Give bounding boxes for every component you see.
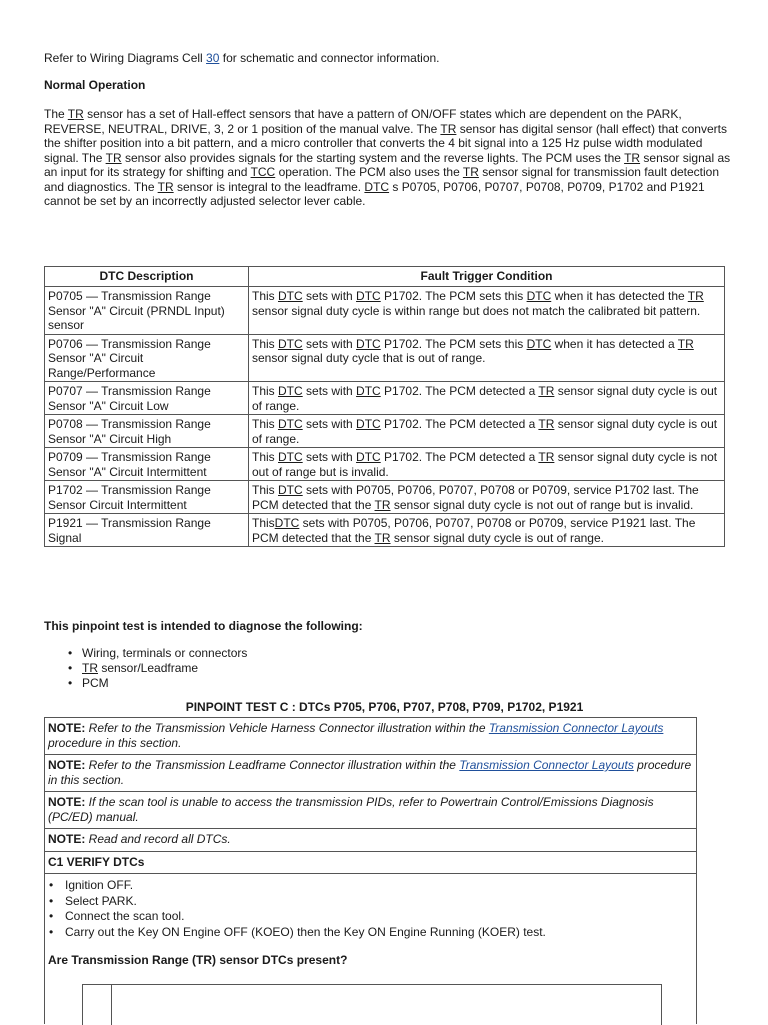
abbreviation-link[interactable]: TR [374, 530, 391, 545]
text-span: sets with [302, 450, 357, 464]
text-span: sensor signal duty cycle is out of range. [252, 417, 718, 446]
intro-suffix: for schematic and connector information. [219, 51, 440, 65]
abbreviation-link[interactable]: TR [538, 450, 555, 464]
step-list-item: • Select PARK. [48, 894, 693, 910]
table-row [45, 514, 725, 547]
normal-operation-paragraph [44, 107, 734, 209]
dtc-description-cell: P0705 — Transmission Range Sensor "A" Circuit (PRNDL Input) sensor [45, 287, 249, 335]
abbreviation-link[interactable]: TR [105, 150, 122, 165]
note-text: Refer to the Transmission Leadframe Connector illustration within the [85, 758, 460, 772]
note-text: Refer to the Transmission Vehicle Harness Connector illustration within the [85, 721, 489, 735]
text-span: sets with [302, 336, 357, 351]
text-span: sensor has a set of Hall-effect sensors that have a pattern of ON/OFF states which are dependent on the PARK, REVERSE, NEUTRAL, DRIVE, 3, 2 or 1 position of the manual valve. The [44, 107, 682, 136]
list-item-text: Wiring, terminals or connectors [82, 646, 248, 660]
abbreviation-link[interactable]: DTC [356, 450, 381, 464]
step-c1-answer-table [82, 984, 662, 1025]
text-span: sets with [302, 289, 357, 303]
header-fault-trigger: Fault Trigger Condition [249, 267, 725, 287]
step-list-item: • Ignition OFF. [48, 878, 693, 894]
note-label: NOTE: [48, 721, 86, 735]
abbreviation-link[interactable]: DTC [356, 336, 381, 351]
text-span: This [252, 450, 279, 464]
table-row [45, 415, 725, 448]
table-row [45, 448, 725, 481]
note-text-after: procedure in this section. [48, 735, 182, 750]
text-span: sensor signal duty cycle is not out of range but is invalid. [390, 497, 694, 512]
text-span: This [252, 336, 279, 351]
text-span: This [252, 417, 279, 431]
text-span: This [252, 289, 279, 303]
step-c1-body [44, 873, 697, 1024]
text-span: sensor signal duty cycle is not out of range but is invalid. [252, 450, 718, 479]
fault-condition-cell [249, 481, 725, 514]
abbreviation-link[interactable]: DTC [356, 384, 381, 398]
text-span: sets with P0705, P0706, P0707, P0708 or P0709, service P1702 last. The PCM detected that the [252, 483, 699, 512]
normal-operation-heading: Normal Operation [44, 78, 146, 92]
abbreviation-link[interactable]: TR [67, 107, 84, 121]
intro-line [44, 51, 440, 66]
text-span: sensor signal duty cycle is within range but does not match the calibrated bit pattern. [252, 303, 701, 318]
note-text-after: procedure in this section. [48, 758, 692, 787]
text-span: sensor signal duty cycle is out of range. [390, 530, 604, 545]
abbreviation-link[interactable]: DTC [274, 516, 300, 530]
abbreviation-link[interactable]: DTC [278, 417, 303, 431]
wiring-cell-link[interactable]: 30 [206, 51, 220, 65]
abbreviation-link[interactable]: DTC [278, 483, 303, 497]
fault-condition-cell [249, 287, 725, 335]
note-text: Read and record all DTCs. [85, 832, 231, 846]
pinpoint-test-title: PINPOINT TEST C : DTCs P705, P706, P707, P708, P709, P1702, P1921 [185, 700, 584, 714]
list-item [44, 676, 444, 691]
note-label: NOTE: [48, 758, 86, 772]
step-list-item: • Connect the scan tool. [48, 909, 693, 925]
text-span: when it has detected a [551, 336, 678, 351]
text-span: sets with [302, 417, 357, 431]
text-span: s P0705, P0706, P0707, P0708, P0709, P1702 and P1921 cannot be set by an incorrectly adjusted selector lever cable. [44, 179, 705, 208]
dtc-description-cell: P0707 — Transmission Range Sensor "A" Circuit Low [45, 382, 249, 415]
text-span: The [44, 107, 68, 121]
text-span: sensor signal duty cycle is out of range. [252, 384, 718, 413]
note-box [44, 717, 697, 755]
connector-layouts-link[interactable]: Transmission Connector Layouts [488, 721, 664, 735]
dtc-description-cell: P1921 — Transmission Range Signal [45, 514, 249, 547]
dtc-description-cell: P0709 — Transmission Range Sensor "A" Circuit Intermittent [45, 448, 249, 481]
abbreviation-link[interactable]: DTC [526, 289, 552, 303]
abbreviation-link[interactable]: DTC [356, 289, 381, 303]
dtc-description-cell: P0706 — Transmission Range Sensor "A" Circuit Range/Performance [45, 334, 249, 382]
note-box [44, 828, 697, 852]
abbreviation-link[interactable]: TR [440, 121, 457, 136]
abbreviation-link[interactable]: DTC [278, 336, 303, 351]
header-dtc-description: DTC Description [45, 267, 249, 287]
abbreviation-link[interactable]: TR [462, 165, 479, 179]
text-span: P1702. The PCM detected a [380, 417, 539, 431]
abbreviation-link[interactable]: TR [687, 289, 704, 303]
note-text: If the scan tool is unable to access the transmission PIDs, refer to Powertrain Control/Emissions Diagnosis (PC/ED) manual. [48, 795, 654, 824]
fault-condition-cell [249, 334, 725, 382]
text-span: This [252, 516, 275, 530]
table-row [45, 287, 725, 335]
answer-table-divider [111, 985, 112, 1025]
note-box [44, 754, 697, 792]
text-span: P1702. The PCM detected a [380, 384, 539, 398]
text-span: P1702. The PCM sets this [380, 289, 527, 303]
text-span: This [252, 483, 279, 497]
abbreviation-link[interactable]: TR [538, 384, 555, 398]
text-span: P1702. The PCM detected a [380, 450, 539, 464]
text-span: This [252, 384, 279, 398]
text-span: sensor also provides signals for the starting system and the reverse lights. The PCM uses the [121, 150, 625, 165]
abbreviation-link[interactable]: DTC [526, 336, 552, 351]
table-row [45, 382, 725, 415]
list-item [44, 661, 444, 676]
fault-condition-cell [249, 382, 725, 415]
fault-condition-cell [249, 448, 725, 481]
abbreviation-link[interactable]: DTC [278, 450, 303, 464]
abbreviation-link[interactable]: TR [538, 417, 555, 431]
step-c1-question: Are Transmission Range (TR) sensor DTCs present? [48, 952, 348, 967]
step-list-item: • Carry out the Key ON Engine OFF (KOEO) then the Key ON Engine Running (KOER) test. [48, 925, 693, 941]
table-row [45, 481, 725, 514]
abbreviation-link[interactable]: TCC [250, 165, 276, 179]
text-span: sensor signal for transmission fault detection and diagnostics. The [44, 165, 720, 194]
abbreviation-link[interactable]: DTC [278, 384, 303, 398]
abbreviation-link[interactable]: DTC [278, 289, 303, 303]
step-c1-header: C1 VERIFY DTCs [44, 851, 697, 874]
fault-condition-cell [249, 514, 725, 547]
abbreviation-link[interactable]: TR [677, 336, 694, 351]
step-c1-list [48, 878, 693, 941]
intro-prefix: Refer to Wiring Diagrams Cell [44, 51, 207, 65]
abbreviation-link[interactable]: TR [82, 660, 98, 675]
dtc-table-header [45, 267, 725, 287]
fault-condition-cell [249, 415, 725, 448]
dtc-table [44, 266, 725, 547]
text-span: sensor signal as an input for its strategy for shifting and [44, 150, 731, 179]
abbreviation-link[interactable]: TR [157, 179, 174, 194]
text-span: P1702. The PCM sets this [380, 336, 527, 351]
pinpoint-list [44, 646, 444, 690]
list-item [44, 646, 444, 661]
connector-layouts-link[interactable]: Transmission Connector Layouts [459, 758, 634, 772]
text-span: sets with P0705, P0706, P0707, P0708 or P0709, service P1921 last. The PCM detected that the [252, 516, 696, 545]
list-item-text: sensor/Leadframe [98, 660, 199, 675]
abbreviation-link[interactable]: TR [374, 497, 391, 512]
abbreviation-link[interactable]: DTC [356, 417, 381, 431]
abbreviation-link[interactable]: DTC [364, 179, 390, 194]
text-span: operation. The PCM also uses the [275, 165, 463, 179]
note-label: NOTE: [48, 832, 86, 846]
abbreviation-link[interactable]: TR [624, 150, 641, 165]
list-item-text: PCM [82, 675, 109, 690]
text-span: sets with [302, 384, 357, 398]
pinpoint-intro: This pinpoint test is intended to diagnose the following: [44, 619, 363, 633]
dtc-description-cell: P0708 — Transmission Range Sensor "A" Circuit High [45, 415, 249, 448]
text-span: sensor is integral to the leadframe. [173, 179, 365, 194]
note-box [44, 791, 697, 829]
text-span: sensor has digital sensor (hall effect) that converts the shifter position into a bit pattern, and a micro controller that converts the 4 bit signal into a 125 Hz pulse width modulated signal. The [44, 121, 727, 165]
dtc-description-cell: P1702 — Transmission Range Sensor Circuit Intermittent [45, 481, 249, 514]
table-row [45, 334, 725, 382]
note-label: NOTE: [48, 795, 86, 809]
text-span: sensor signal duty cycle that is out of range. [252, 351, 486, 365]
text-span: when it has detected the [551, 289, 688, 303]
